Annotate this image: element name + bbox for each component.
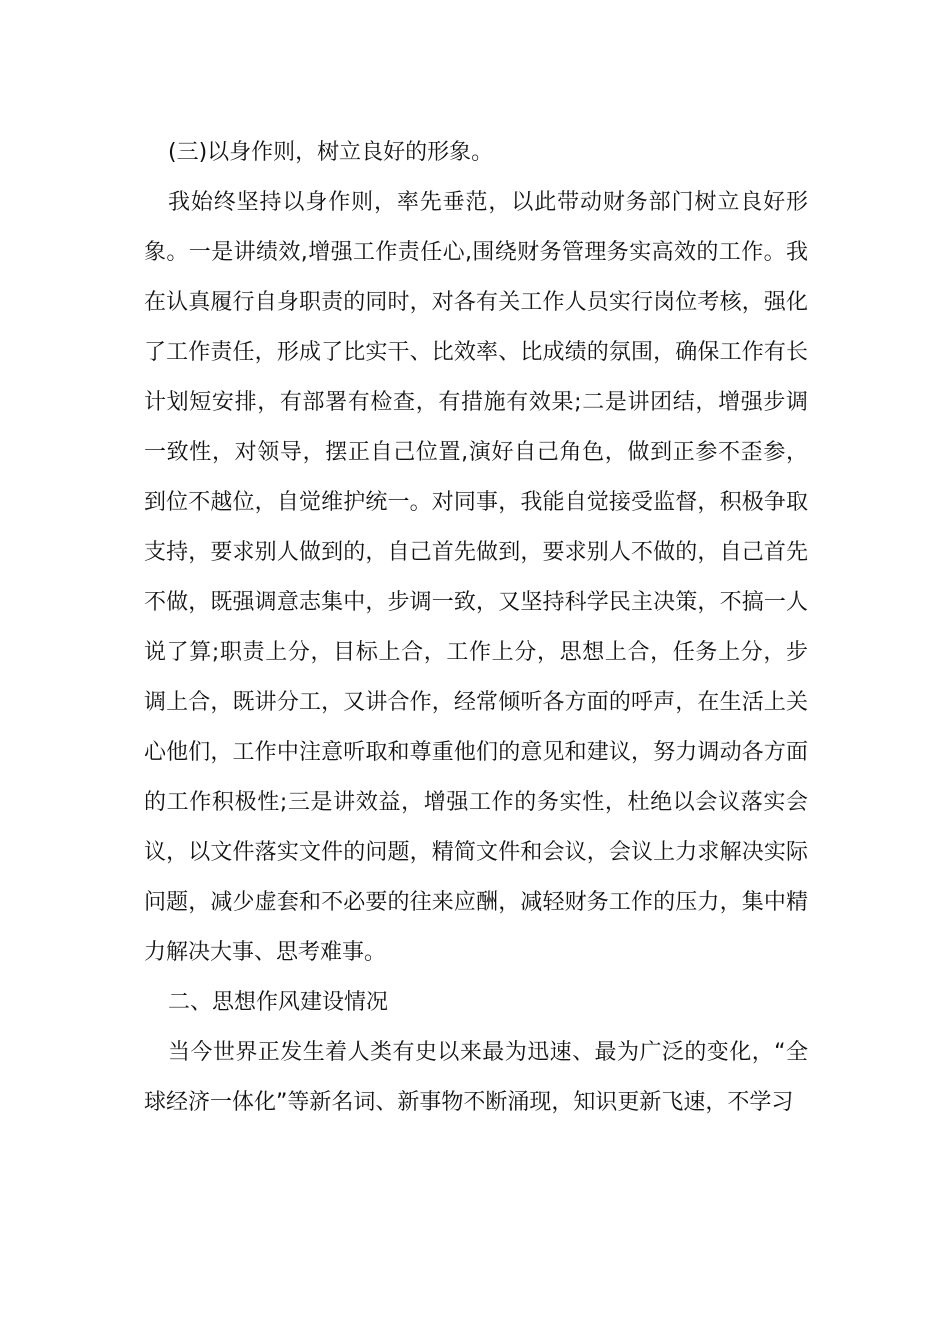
paragraph: 我始终坚持以身作则，率先垂范，以此带动财务部门树立良好形象。一是讲绩效,增强工作责任心,围绕财务管理务实高效的工作。我在认真履行自身职责的同时，对各有关工作人员实行岗位考核，强化了工作责任，形成了比实干、比效率、比成绩的氛围，确保工作有长计划短安排，有部署有检查，有措施有效果;二是讲团结，增强步调一致性，对领导，摆正自己位置,演好自己角色，做到正参不歪参，到位不越位，自觉维护统一。对同事，我能自觉接受监督，积极争取支持，要求别人做到的，自己首先做到，要求别人不做的，自己首先不做，既强调意志集中，步调一致，又坚持科学民主决策，不搞一人说了算;职责上分，目标上合，工作上分，思想上合，任务上分，步调上合，既讲分工，又讲合作，经常倾听各方面的呼声，在生活上关心他们，工作中注意听取和尊重他们的意见和建议，努力调动各方面的工作积极性;三是讲效益，增强工作的务实性，杜绝以会议落实会议，以文件落实文件的问题，精简文件和会议，会议上力求解决实际问题，减少虚套和不必要的往来应酬，减轻财务工作的压力，集中精力解决大事、思考难事。 [144,190,808,965]
document-body [144,128,808,1128]
paragraph: 当今世界正发生着人类有史以来最为迅速、最为广泛的变化，“全球经济一体化”等新名词、新事物不断涌现，知识更新飞速，不学习 [144,1040,808,1115]
section-heading: 二、思想作风建设情况 [168,990,389,1015]
subheading: (三)以身作则，树立良好的形象。 [168,140,494,165]
